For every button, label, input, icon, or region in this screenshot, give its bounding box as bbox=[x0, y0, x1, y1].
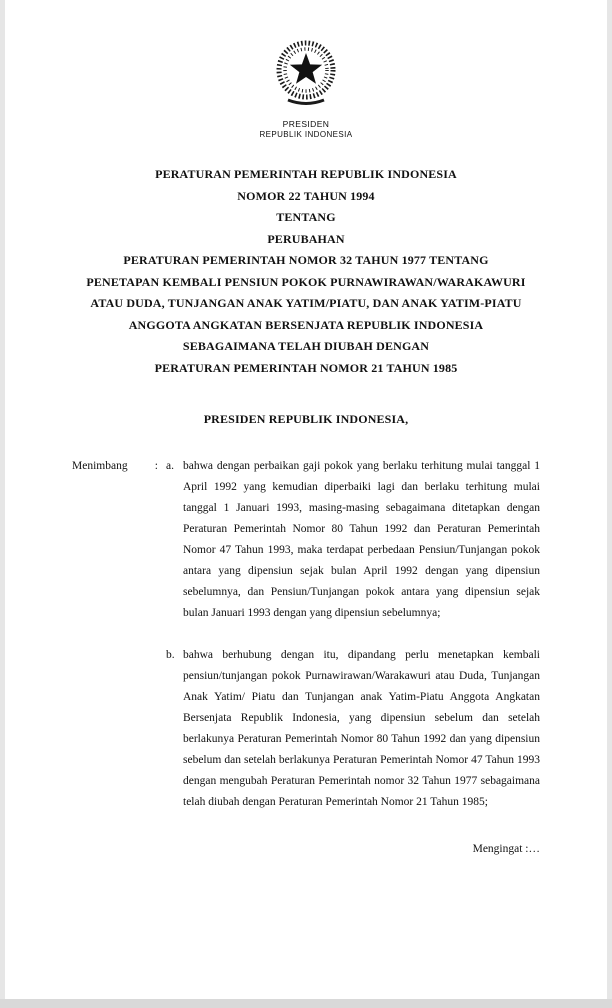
consideration-item-b bbox=[72, 645, 540, 813]
considerations-label-colon: : bbox=[154, 460, 158, 472]
consideration-text: bahwa berhubung dengan itu, dipandang perlu menetapkan kembali pensiun/tunjangan pokok Purnawirawan/Warakawuri atau Duda, Tunjangan Anak Yatim/ Piatu dan Tunjangan anak Yatim-Piatu Anggota Angkatan Bersenjata Republik Indonesia, yang dipensiun sebelum dan setelah berlakunya Peraturan Pemerintah Nomor 80 Tahun 1992 dan yang dipensiun sebelum dan setelah berlakunya Peraturan Pemerintah Nomor 47 Tahun 1993 dengan mengubah Peraturan Pemerintah nomor 32 Tahun 1977 sebagaimana telah diubah dengan Peraturan Pemerintah Nomor 21 Tahun 1985; bbox=[183, 649, 540, 808]
title-line: PERATURAN PEMERINTAH NOMOR 32 TAHUN 1977 TENTANG bbox=[123, 253, 489, 267]
title-line: PERUBAHAN bbox=[267, 231, 345, 246]
title-line: ATAU DUDA, TUNJANGAN ANAK YATIM/PIATU, DAN ANAK YATIM-PIATU bbox=[90, 296, 522, 310]
list-marker: a. bbox=[166, 460, 174, 472]
title-block bbox=[0, 164, 612, 379]
title-line: PERATURAN PEMERINTAH NOMOR 21 TAHUN 1985 bbox=[154, 360, 458, 375]
agency-name-line2: REPUBLIK INDONESIA bbox=[259, 130, 353, 139]
title-line: ANGGOTA ANGKATAN BERSENJATA REPUBLIK INDONESIA bbox=[128, 317, 484, 332]
consideration-text: bahwa dengan perbaikan gaji pokok yang berlaku terhitung mulai tanggal 1 April 1992 yang kemudian diperbaiki lagi dan berlaku terhitung mulai tanggal 1 Januari 1993, masing-masing sebagaimana ditetapkan dengan Peraturan Pemerintah Nomor 80 Tahun 1992 dan Peraturan Pemerintah Nomor 47 Tahun 1993, maka terdapat perbedaan Pensiun/Tunjangan pokok antara yang dipensiun sejak bulan April 1992 dengan yang dipensiun sebelumnya, dan Pensiun/Tunjangan pokok antara yang dipensiun sejak bulan Januari 1993 dengan yang dipensiun sebelumnya; bbox=[183, 460, 540, 619]
page-edge-right bbox=[607, 0, 612, 1008]
agency-name-line1: PRESIDEN bbox=[282, 119, 330, 129]
preamble-heading: PRESIDEN REPUBLIK INDONESIA, bbox=[203, 412, 409, 426]
considerations-section bbox=[72, 456, 540, 813]
title-line: PENETAPAN KEMBALI PENSIUN POKOK PURNAWIRAWAN/WARAKAWURI bbox=[86, 274, 526, 289]
title-line: PERATURAN PEMERINTAH REPUBLIK INDONESIA bbox=[155, 167, 457, 181]
letterhead bbox=[0, 0, 612, 140]
agency-name bbox=[0, 119, 612, 140]
page-edge-left bbox=[0, 0, 5, 1008]
list-marker: b. bbox=[166, 649, 175, 661]
continuation-note: Mengingat :… bbox=[472, 843, 540, 855]
presidential-star-emblem-icon bbox=[264, 36, 348, 110]
considerations-label-text: Menimbang bbox=[72, 460, 128, 472]
consideration-item-a bbox=[72, 456, 540, 624]
title-line: TENTANG bbox=[276, 210, 336, 224]
page-edge-bottom bbox=[0, 999, 612, 1008]
title-line: NOMOR 22 TAHUN 1994 bbox=[237, 188, 375, 203]
title-line: SEBAGAIMANA TELAH DIUBAH DENGAN bbox=[182, 339, 430, 353]
document-body bbox=[72, 456, 540, 860]
considerations-label bbox=[72, 456, 158, 477]
